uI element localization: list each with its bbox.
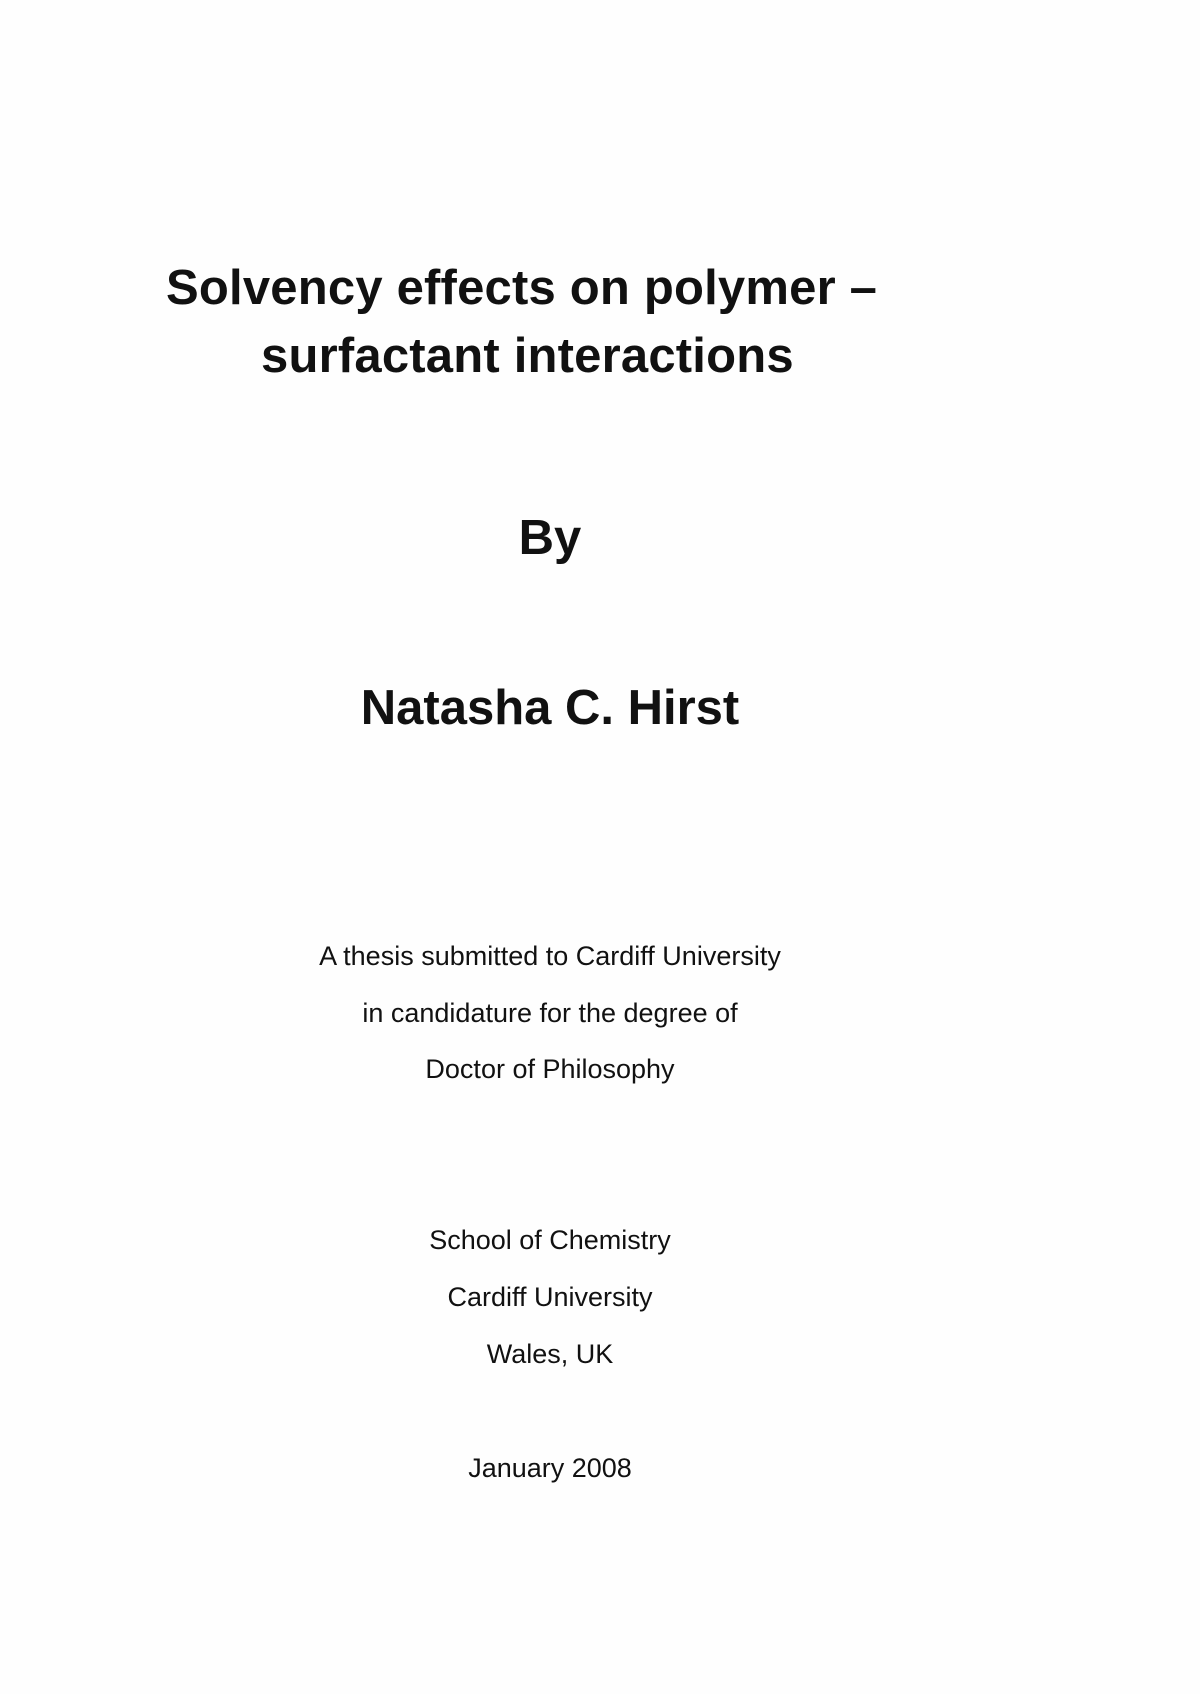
author-name: Natasha C. Hirst [360,681,740,735]
degree-name: Doctor of Philosophy [425,1054,675,1084]
university-name: Cardiff University [447,1282,653,1312]
title-line-1: Solvency effects on polymer – [166,261,878,315]
title-line-2: surfactant interactions [261,329,794,383]
submission-line-1: A thesis submitted to Cardiff University [319,941,781,971]
location: Wales, UK [486,1339,614,1369]
submission-line-2: in candidature for the degree of [362,998,738,1028]
by-label: By [518,511,582,565]
submission-date: January 2008 [468,1453,632,1483]
school-name: School of Chemistry [429,1225,671,1255]
